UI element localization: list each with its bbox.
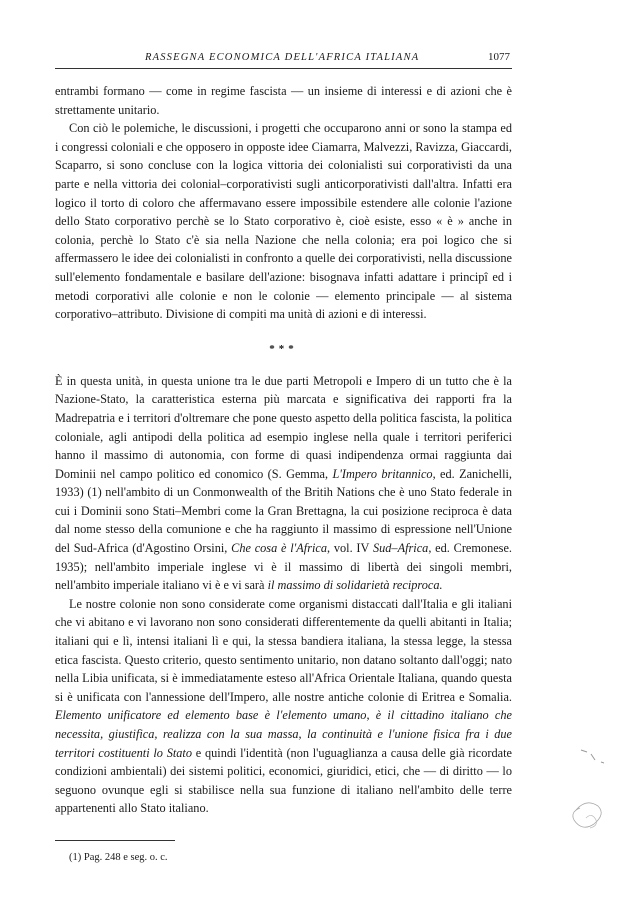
paragraph: Con ciò le polemiche, le discussioni, i progetti che occuparono anni or sono la stampa ed i congressi coloniali e che opposero in opposte idee Ciamarra, Malvezzi, Ravizza, Giaccardi, Scaparro, si sono concluse con la logica vittoria dei colonialisti sui corporativisti da una parte e nella vittoria dei colonial–corporativisti sugli anticorporativisti dall'altra. Infatti era logico il torto di coloro che affermavano essere impossibile estendere alle colonie l'azione dello Stato corporativo perchè se lo Stato corporativo è, cioè esiste, esso « è » anche in colonia, perchè lo Stato c'è sia nella Nazione che nella colonia; era poi logico che si affermassero le idee dei colonialisti in confronto a quelle dei corporativisti, nella discussione sull'elemento fondamentale e basilare dell'azione: bisognava infatti adattare i principî ed i metodi corporativi alle colonie e non le colonie — elemento principale — al sistema corporativo–attributo. Divisione di compiti ma unità di azioni e di interessi. <box>55 121 512 322</box>
text-run: Le nostre colonie non sono considerate come organismi distaccati dall'Italia e gli italiani che vi abitano e vi lavorano non sono considerati differentemente da quelli abitanti in Italia; italiani qui e lì, intensi italiani lì e qui, la stessa bandiera italiana, la stessa legge, la stessa etica fascista. Questo criterio, questo sentimento unitario, non datano soltanto dall'oggi; nato nella Libia unificata, si è immediatamente esteso all'Africa Orientale Italiana, quando questa si è unificata con l'annessione dell'Impero, alle nostre antiche colonie di Eritrea e Somalia. <box>55 596 512 704</box>
text-run: , ed. Zanichelli, 1933) (1) nell'ambito di un Conmonwealth of the Britih Nations che è uno Stato federale in cui i Dominii sono Stati–Membri come la Gran Brettagna, la cui posizione reciproca è data dal nome stesso della comunione e che ha raggiunto il massimo di espressione nell'Unione del Sud-Africa (d'Agostino Orsini, <box>55 466 512 556</box>
italic-run: Sud–Africa <box>372 541 429 556</box>
page-number: 1077 <box>488 51 510 63</box>
body-text <box>55 82 512 868</box>
text-run: , vol. IV <box>327 541 373 556</box>
footnote: (1) Pag. 248 e seg. o. c. <box>69 851 168 863</box>
paragraph <box>55 372 512 595</box>
text-run: e quindi l'identità (non l'uguaglianza a causa delle già ricordate condizioni ambientali) dei sistemi politici, economici, giuridici, etici, che — di diritto — lo seguono ovunque egli si stabilisce nella sua funzione di italiano nell'ambito delle terre appartenenti allo Stato italiano. <box>55 745 512 816</box>
paragraph: entrambi formano — come in regime fascista — un insieme di interessi e di azioni che è strettamente unitario. <box>55 84 512 117</box>
italic-run: L'Impero britannico <box>332 466 433 481</box>
italic-run: Elemento unificatore ed elemento base è l'elemento umano, è il cittadino italiano che necessita, giustifica, realizza con la sua massa, la continuità e l'unione fisica fra i due territori costituenti lo Stato <box>55 708 512 760</box>
text-run: È in questa unità, in questa unione tra le due parti Metropoli e Impero di un tutto che è la Nazione-Stato, la caratteristica esterna più marcata e significativa dei rapporti fra la Madrepatria e i territori d'oltremare che pone questo aspetto della politica fascista, la politica coloniale, agli antipodi della politica ad esempio inglese nella quale i territori periferici hanno il massimo di autonomia, con forme di quasi indipendenza ormai raggiunta dai Dominii nel campo politico ed conomico (S. Gemma, <box>55 373 512 481</box>
italic-run: Che cosa è l'Africa <box>231 541 328 556</box>
italic-run: il massimo di solidarietà reciproca. <box>267 578 443 593</box>
text-run: , ed. Cremonese. 1935); nell'ambito imperiale inglese vi è il massimo di libertà dei singoli membri, nell'ambito imperiale italiano vi è e vi sarà <box>55 541 513 593</box>
running-title: RASSEGNA ECONOMICA DELL'AFRICA ITALIANA <box>145 52 420 63</box>
paragraph <box>55 595 512 818</box>
running-header <box>55 50 512 69</box>
pencil-marks-decoration <box>551 740 621 850</box>
section-separator: *** <box>269 342 298 355</box>
footnote-divider <box>55 840 175 841</box>
